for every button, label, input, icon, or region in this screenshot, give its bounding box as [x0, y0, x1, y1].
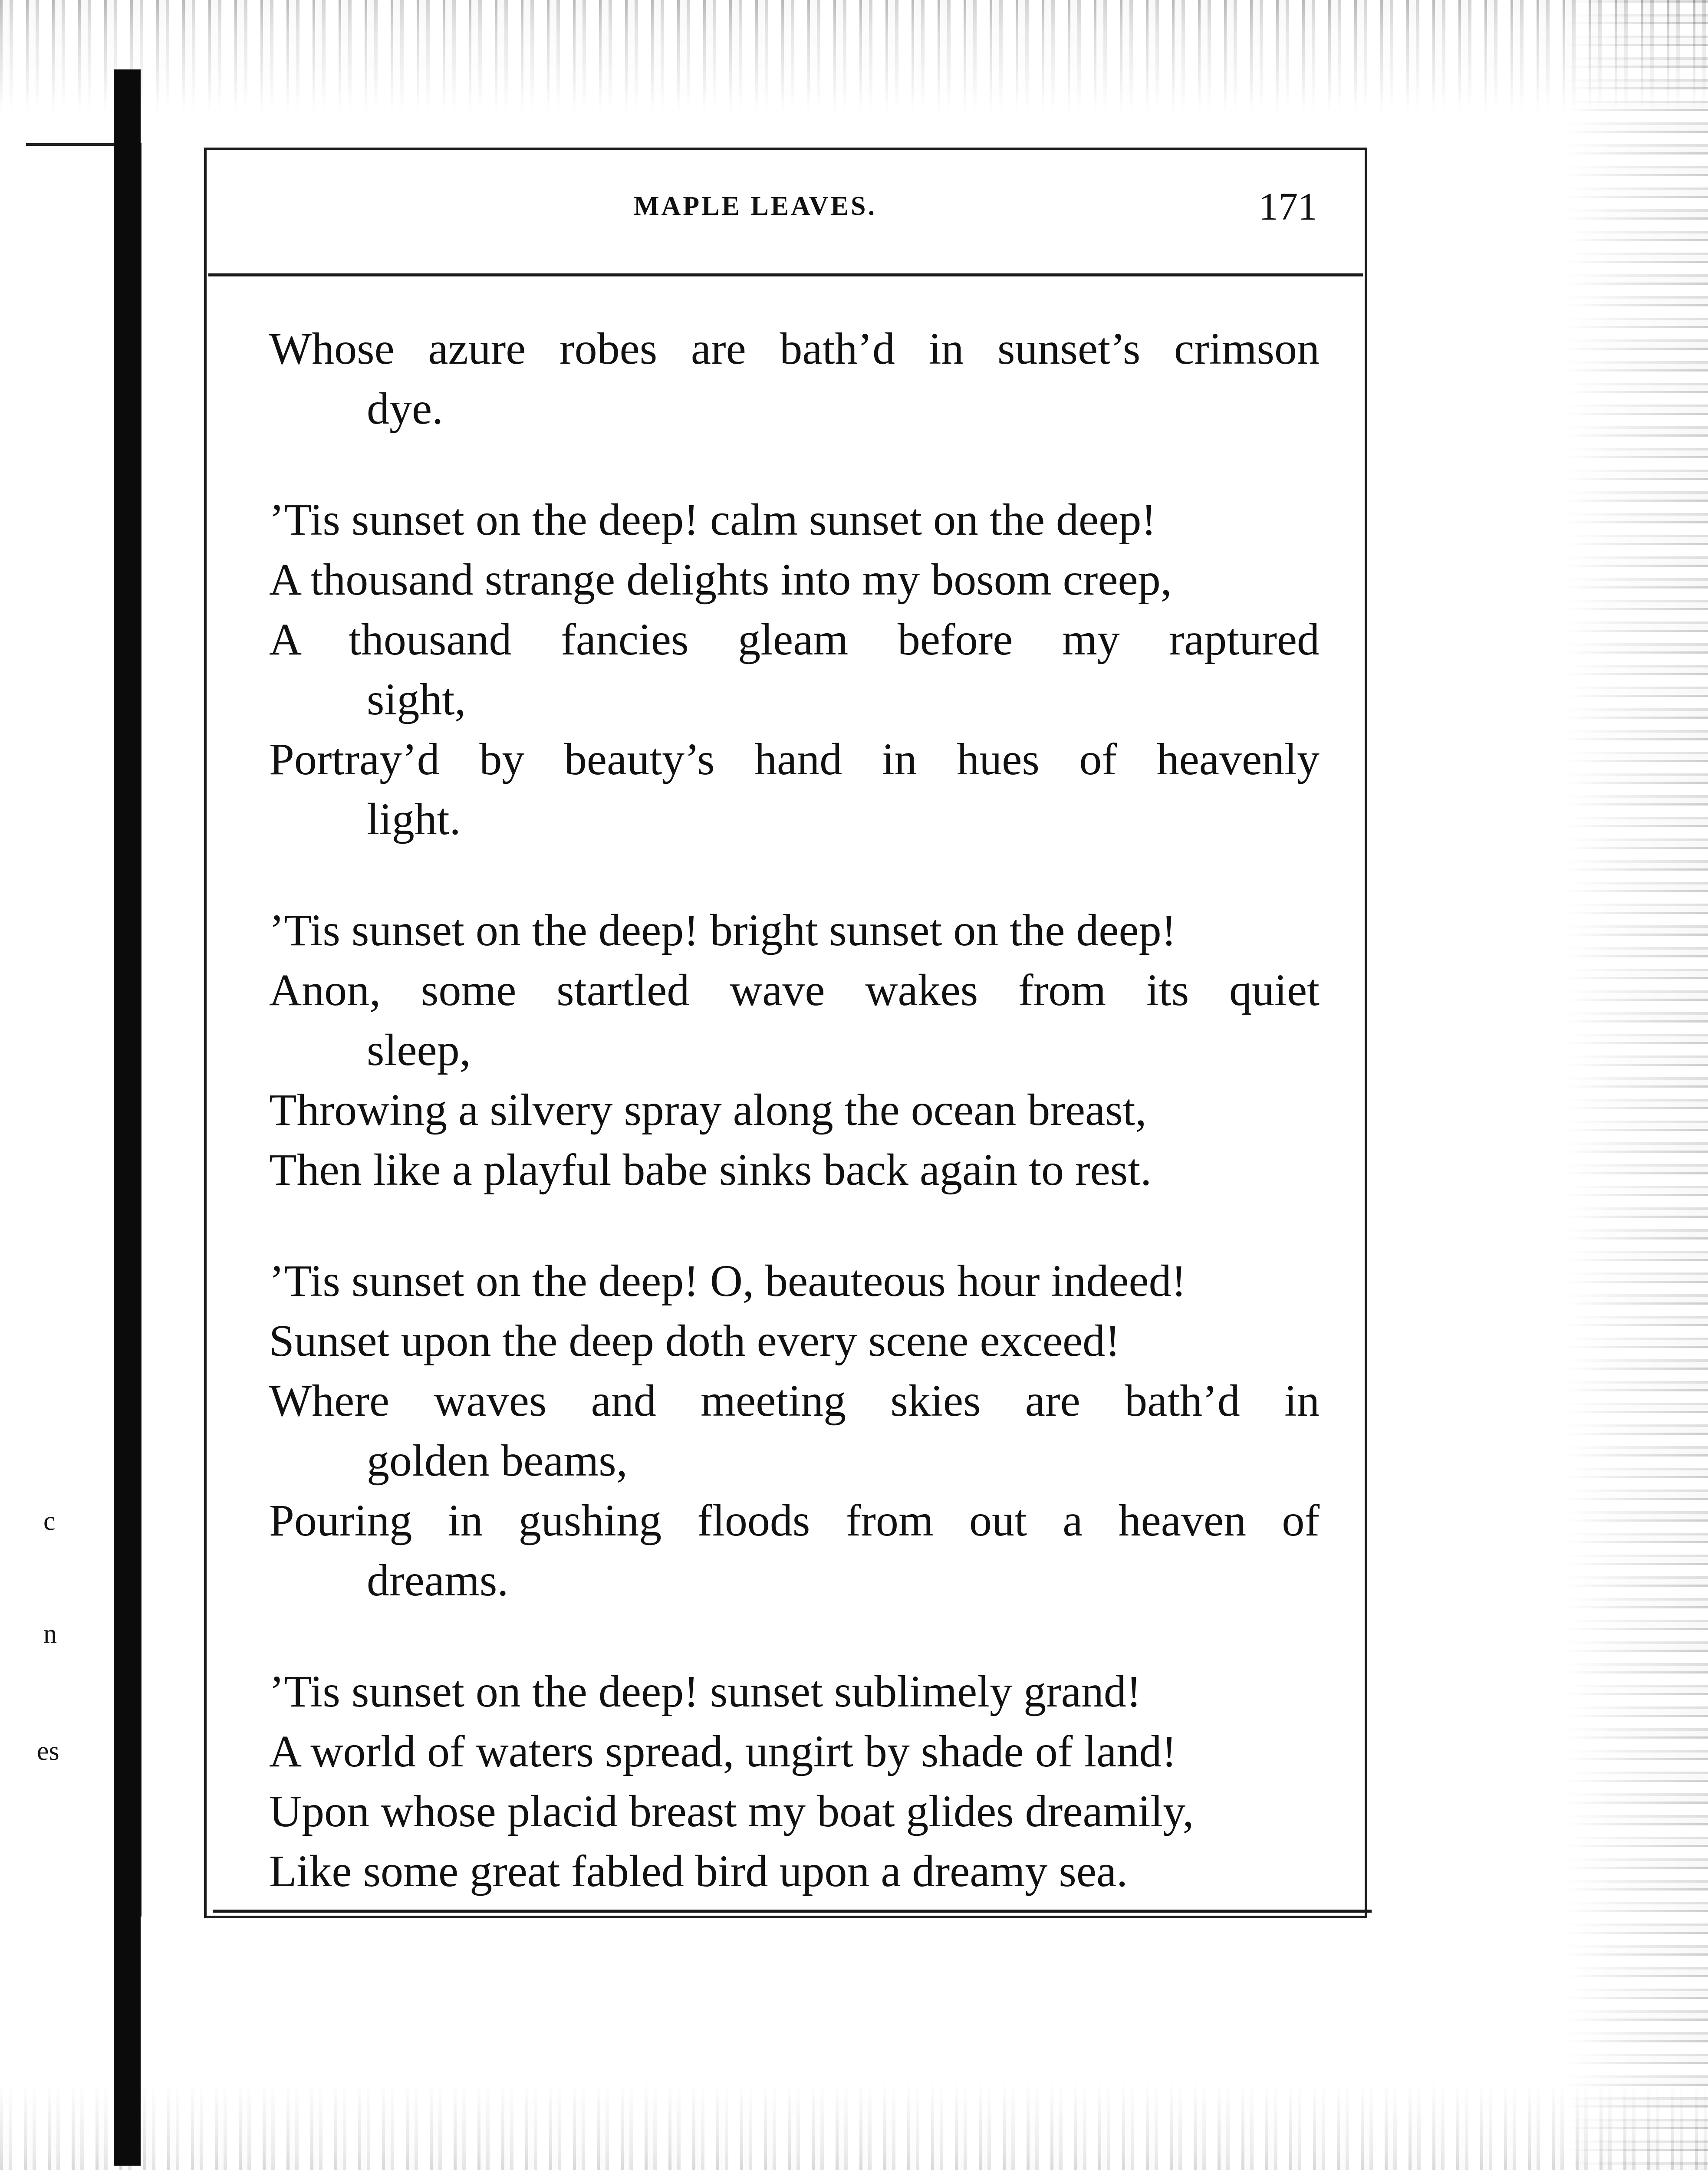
poem-line-continuation: dreams.	[367, 1555, 509, 1605]
stanza	[269, 901, 1320, 1200]
poem-line: ’Tis sunset on the deep! O, beauteous hour indeed!	[269, 1256, 1187, 1306]
scan-noise-top	[0, 0, 1708, 113]
scan-noise-right	[1565, 0, 1708, 2170]
poem-line: ’Tis sunset on the deep! bright sunset on the deep!	[269, 905, 1177, 955]
poem-line: Whose azure robes are bath’d in sunset’s crimson	[269, 324, 1320, 374]
header-rule	[208, 273, 1363, 276]
poem-line: Anon, some startled wave wakes from its quiet	[269, 965, 1320, 1015]
poem-line: A world of waters spread, ungirt by shade of land!	[269, 1726, 1177, 1776]
stanza	[269, 1251, 1320, 1611]
poem-line: Upon whose placid breast my boat glides dreamily,	[269, 1786, 1194, 1836]
poem-line: Sunset upon the deep doth every scene exceed!	[269, 1316, 1120, 1366]
poem-line: A thousand strange delights into my bosom creep,	[269, 555, 1172, 605]
poem-line-continuation: light.	[367, 794, 461, 844]
poem-line: ’Tis sunset on the deep! sunset sublimely grand!	[269, 1667, 1142, 1716]
poem-line: Where waves and meeting skies are bath’d in	[269, 1376, 1320, 1426]
poem-line: Portray’d by beauty’s hand in hues of heavenly	[269, 734, 1320, 784]
poem-line: Throwing a silvery spray along the ocean breast,	[269, 1085, 1147, 1135]
poem-line-continuation: golden beams,	[367, 1436, 628, 1486]
poem-line: Then like a playful babe sinks back again to rest.	[269, 1145, 1152, 1195]
facing-page-fragment: n	[43, 1619, 57, 1649]
poem-line: A thousand fancies gleam before my raptured	[269, 615, 1320, 664]
poem-body	[269, 319, 1320, 1953]
running-head: MAPLE LEAVES.	[634, 191, 877, 221]
poem-line: Pouring in gushing floods from out a heaven of	[269, 1496, 1320, 1545]
stanza	[269, 319, 1320, 439]
book-spine	[114, 69, 141, 2166]
stanza	[269, 1662, 1320, 1901]
poem-line: ’Tis sunset on the deep! calm sunset on the deep!	[269, 495, 1156, 545]
stanza	[269, 490, 1320, 849]
poem-line-continuation: sleep,	[367, 1025, 471, 1075]
poem-line-continuation: dye.	[367, 384, 444, 434]
scan-noise-bottom	[0, 2081, 1708, 2170]
poem-line-continuation: sight,	[367, 674, 466, 724]
facing-page-fragment: es	[37, 1736, 59, 1766]
facing-page-fragment: c	[43, 1506, 56, 1536]
page-number: 171	[1259, 185, 1317, 228]
poem-line: Like some great fabled bird upon a dreamy sea.	[269, 1846, 1128, 1896]
